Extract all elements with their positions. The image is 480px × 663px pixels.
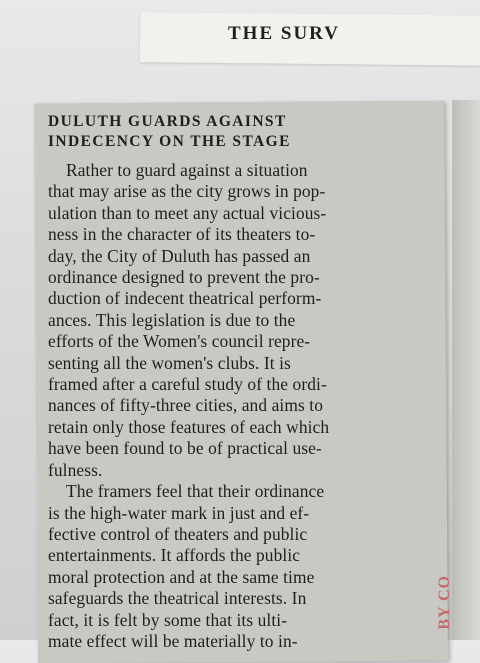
background-edge (452, 100, 480, 640)
text-line: day, the City of Duluth has passed an (48, 245, 311, 266)
article-headline (48, 112, 418, 152)
text-line: Rather to guard against a situation (66, 160, 308, 180)
text-line: duction of indecent theatrical perform- (48, 288, 322, 309)
text-line: efforts of the Women's council repre- (48, 331, 311, 352)
text-line: ordinance designed to prevent the pro- (48, 267, 320, 288)
text-line: ances. This legislation is due to the (48, 309, 296, 330)
text-line: is the high-water mark in just and ef- (48, 502, 310, 523)
headline-line: INDECENCY ON THE STAGE (48, 133, 291, 150)
text-line: fact, it is felt by some that its ulti- (48, 609, 288, 630)
text-line: that may arise as the city grows in pop- (48, 181, 326, 202)
article (48, 112, 418, 652)
text-line: have been found to be of practical use- (48, 438, 322, 459)
headline-line: DULUTH GUARDS AGAINST (48, 113, 287, 130)
paragraph-1 (48, 160, 418, 481)
text-line: framed after a careful study of the ordi- (48, 374, 327, 395)
text-line: fulness. (48, 459, 103, 480)
paragraph-2 (48, 481, 418, 652)
text-line: moral protection and at the same time (48, 566, 315, 587)
text-line: ness in the character of its theaters to- (48, 224, 316, 245)
text-line: entertainments. It affords the public (48, 545, 301, 566)
text-line: senting all the women's clubs. It is (48, 352, 291, 373)
text-line: ulation than to meet any actual vicious- (48, 202, 327, 223)
text-line: safeguards the theatrical interests. In (48, 588, 307, 609)
red-stamp: BY CO (436, 575, 453, 630)
text-line: nances of fifty-three cities, and aims to (48, 395, 324, 416)
text-line: fective control of theaters and public (48, 523, 308, 544)
text-line: mate effect will be materially to in- (48, 630, 298, 651)
text-line: The framers feel that their ordinance (66, 481, 325, 502)
text-line: retain only those features of each which (48, 416, 330, 437)
masthead-fragment: THE SURV (228, 23, 340, 44)
